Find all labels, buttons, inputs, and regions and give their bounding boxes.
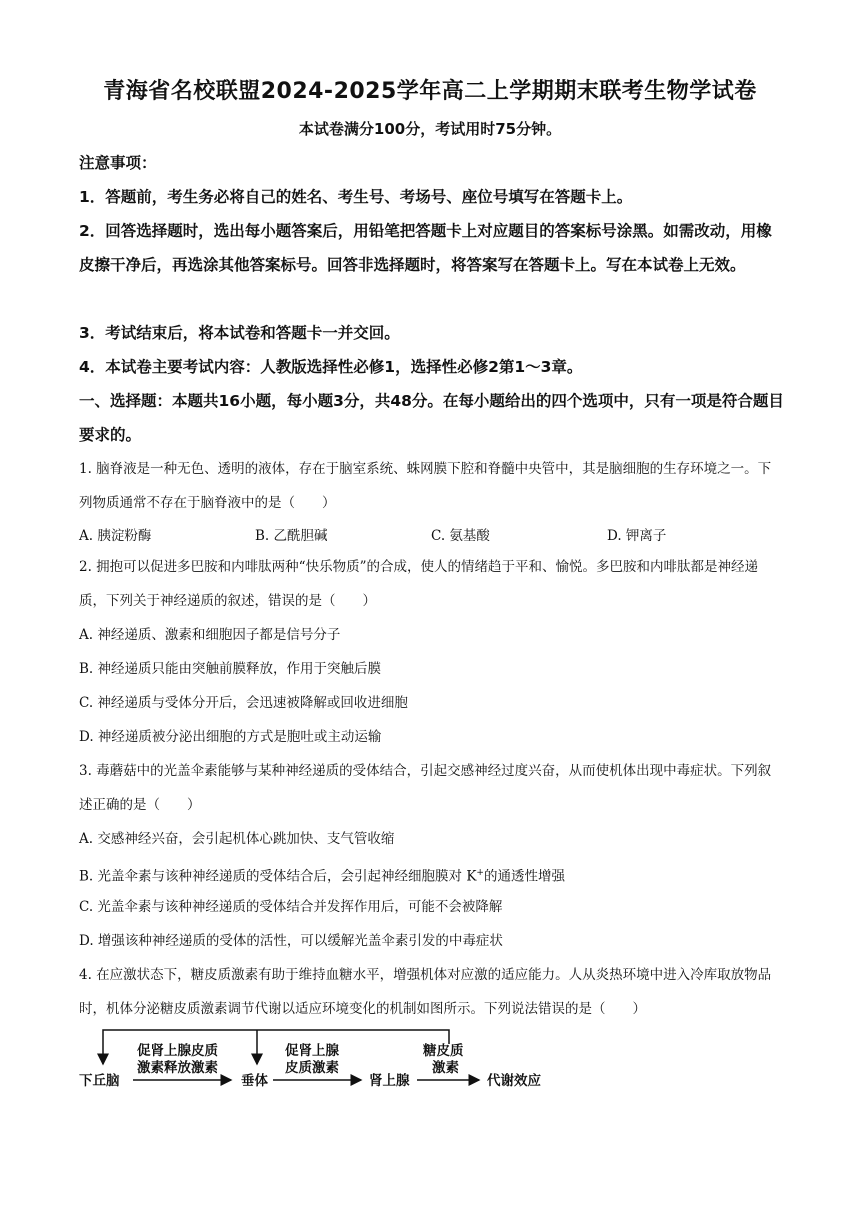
q3-option-c: C. 光盖伞素与该种神经递质的受体结合并发挥作用后，可能不会被降解 — [79, 899, 503, 915]
q3-option-d: D. 增强该种神经递质的受体的活性，可以缓解光盖伞素引发的中毒症状 — [79, 933, 503, 949]
q3-option-b-tail: 的通透性增强 — [483, 868, 565, 885]
question-3-stem: 3. 毒蘑菇中的光盖伞素能够与某种神经递质的受体结合，引起交感神经过度兴奋，从而使机体出现中毒症状。下列叙述正确的是（ ） — [79, 763, 772, 813]
notice-item-4: 4．本试卷主要考试内容：人教版选择性必修1，选择性必修2第1～3章。 — [79, 358, 583, 376]
section-1-heading: 一、选择题：本题共16小题，每小题3分，共48分。在每小题给出的四个选项中，只有一项是符合题目要求的。 — [79, 392, 784, 444]
q2-option-b: B. 神经递质只能由突触前膜释放，作用于突触后膜 — [79, 661, 382, 677]
node-metabolic-effect: 代谢效应 — [487, 1073, 541, 1089]
node-hypothalamus: 下丘脑 — [79, 1073, 120, 1089]
q3-option-b — [79, 856, 784, 894]
notice-heading: 注意事项： — [79, 154, 157, 172]
node-pituitary: 垂体 — [241, 1073, 268, 1089]
q3-option-b-text: B. 光盖伞素与该种神经递质的受体结合后，会引起神经细胞膜对 — [79, 868, 463, 885]
q1-option-a: A. 胰淀粉酶 — [79, 528, 152, 544]
node-adrenal-gland: 肾上腺 — [369, 1073, 410, 1089]
label-gc-line1: 糖皮质 — [423, 1043, 464, 1059]
notice-item-2: 2．回答选择题时，选出每小题答案后，用铅笔把答题卡上对应题目的答案标号涂黑。如需改动，用橡皮擦干净后，再选涂其他答案标号。回答非选择题时，将答案写在答题卡上。写在本试卷上无效。 — [79, 222, 772, 274]
question-4-stem: 4. 在应激状态下，糖皮质激素有助于维持血糖水平，增强机体对应激的适应能力。人从炎热环境中进入冷库取放物品时，机体分泌糖皮质激素调节代谢以适应环境变化的机制如图所示。下列说法错误的是（ ） — [79, 967, 772, 1017]
q1-option-d: D. 钾离子 — [607, 528, 667, 544]
label-crh-line1: 促肾上腺皮质 — [137, 1043, 218, 1059]
q2-option-d: D. 神经递质被分泌出细胞的方式是胞吐或主动运输 — [79, 729, 382, 745]
q2-option-c: C. 神经递质与受体分开后，会迅速被降解或回收进细胞 — [79, 695, 408, 711]
q1-option-c: C. 氨基酸 — [431, 528, 490, 544]
notice-item-1: 1．答题前，考生务必将自己的姓名、考生号、考场号、座位号填写在答题卡上。 — [79, 188, 633, 206]
question-2-stem: 2. 拥抱可以促进多巴胺和内啡肽两种“快乐物质”的合成，使人的情绪趋于平和、愉悦。多巴胺和内啡肽都是神经递质，下列关于神经递质的叙述，错误的是（ ） — [79, 559, 758, 609]
label-acth-line1: 促肾上腺 — [285, 1043, 339, 1059]
potassium-ion-charge: + — [476, 868, 484, 878]
exam-subtitle: 本试卷满分100分，考试用时75分钟。 — [298, 120, 562, 138]
q1-option-b: B. 乙酰胆碱 — [255, 528, 328, 544]
q3-option-a: A. 交感神经兴奋，会引起机体心跳加快、支气管收缩 — [79, 831, 395, 847]
q2-option-a: A. 神经递质、激素和细胞因子都是信号分子 — [79, 627, 341, 643]
hpa-axis-diagram — [79, 1026, 579, 1096]
potassium-ion-symbol: K — [466, 868, 477, 885]
notice-item-3: 3．考试结束后，将本试卷和答题卡一并交回。 — [79, 324, 400, 342]
label-gc-line2: 激素 — [432, 1060, 459, 1076]
label-crh-line2: 激素释放激素 — [137, 1060, 218, 1076]
label-acth-line2: 皮质激素 — [285, 1060, 339, 1076]
question-1-stem: 1. 脑脊液是一种无色、透明的液体，存在于脑室系统、蛛网膜下腔和脊髓中央管中，其是脑细胞的生存环境之一。下列物质通常不存在于脑脊液中的是（ ） — [79, 461, 772, 511]
exam-title: 青海省名校联盟2024-2025学年高二上学期期末联考生物学试卷 — [103, 79, 757, 104]
